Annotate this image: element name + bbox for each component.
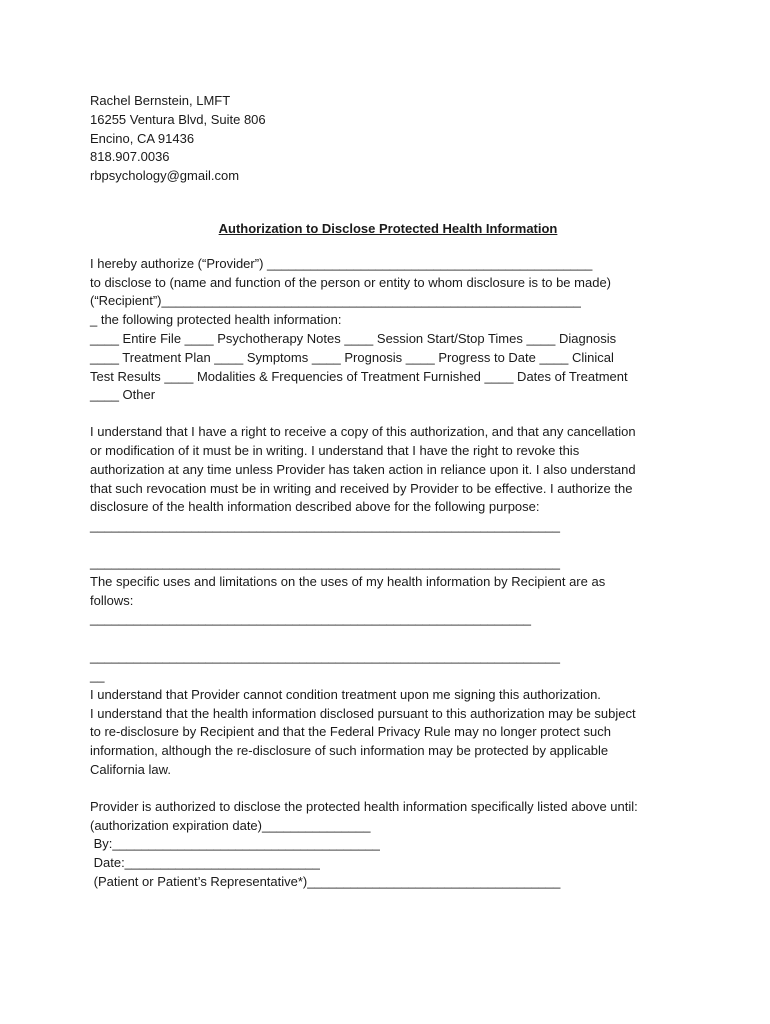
- expiration-section: [90, 798, 690, 892]
- rights-line: I understand that I have a right to receive a copy of this authorization, and that any cancellation: [90, 424, 636, 440]
- authorization-line: ____ Entire File ____ Psychotherapy Notes ____ Session Start/Stop Times ____ Diagnosis: [90, 330, 617, 346]
- authorization-line: (“Recipient”)__________________________________________________________: [90, 293, 581, 309]
- expiration-date-field: (authorization expiration date)_______________: [90, 817, 371, 833]
- document-title: Authorization to Disclose Protected Health Information: [218, 220, 558, 236]
- uses-line: The specific uses and limitations on the uses of my health information by Recipient are as: [90, 573, 606, 589]
- authorization-line: I hereby authorize (“Provider”) _____________________________________________: [90, 255, 593, 271]
- provider-phone: 818.907.0036: [90, 149, 170, 165]
- redisclosure-line: I understand that the health information disclosed pursuant to this authorization may be subject: [90, 705, 636, 721]
- redisclosure-line: to re-disclosure by Recipient and that the Federal Privacy Rule may no longer protect such: [90, 724, 611, 740]
- signature-by-field: By:_____________________________________: [90, 836, 380, 852]
- rights-line: disclosure of the health information described above for the following purpose:: [90, 499, 540, 515]
- patient-signature-field: (Patient or Patient’s Representative*)___________________________________: [90, 873, 561, 889]
- uses-section: [90, 573, 690, 686]
- rights-section: [90, 423, 690, 573]
- condition-statement: I understand that Provider cannot condition treatment upon me signing this authorization.: [90, 686, 601, 702]
- provider-header: [90, 92, 690, 186]
- redisclosure-line: California law.: [90, 761, 171, 777]
- purpose-blank-line: _________________________________________________________________: [90, 554, 560, 570]
- document-page: [90, 92, 690, 892]
- authorization-line: Test Results ____ Modalities & Frequencies of Treatment Furnished ____ Dates of Treatment: [90, 368, 628, 384]
- rights-line: that such revocation must be in writing and received by Provider to be effective. I authorize the: [90, 480, 633, 496]
- conditions-section: [90, 686, 690, 780]
- provider-email: rbpsychology@gmail.com: [90, 168, 240, 184]
- uses-blank-line: _________________________________________________________________: [90, 649, 560, 665]
- provider-address-line2: Encino, CA 91436: [90, 130, 195, 146]
- provider-address-line1: 16255 Ventura Blvd, Suite 806: [90, 111, 266, 127]
- signature-date-field: Date:___________________________: [90, 855, 320, 871]
- rights-line: authorization at any time unless Provider has taken action in reliance upon it. I also understand: [90, 461, 636, 477]
- authorization-line: to disclose to (name and function of the person or entity to whom disclosure is to be made): [90, 274, 611, 290]
- provider-name: Rachel Bernstein, LMFT: [90, 93, 231, 108]
- authorization-line: _ the following protected health information:: [90, 312, 342, 328]
- redisclosure-line: information, although the re-disclosure of such information may be protected by applicable: [90, 743, 609, 759]
- rights-line: or modification of it must be in writing. I understand that I have the right to revoke this: [90, 442, 580, 458]
- purpose-blank-line: _________________________________________________________________: [90, 518, 560, 534]
- authorization-section: [90, 255, 690, 405]
- expiration-line: Provider is authorized to disclose the protected health information specifically listed above until:: [90, 798, 638, 814]
- uses-blank-line: __: [90, 667, 105, 683]
- authorization-line: ____ Treatment Plan ____ Symptoms ____ Prognosis ____ Progress to Date ____ Clinical: [90, 349, 614, 365]
- uses-line: follows:: [90, 592, 134, 608]
- authorization-line: ____ Other: [90, 387, 156, 403]
- uses-blank-line: _____________________________________________________________: [90, 611, 532, 627]
